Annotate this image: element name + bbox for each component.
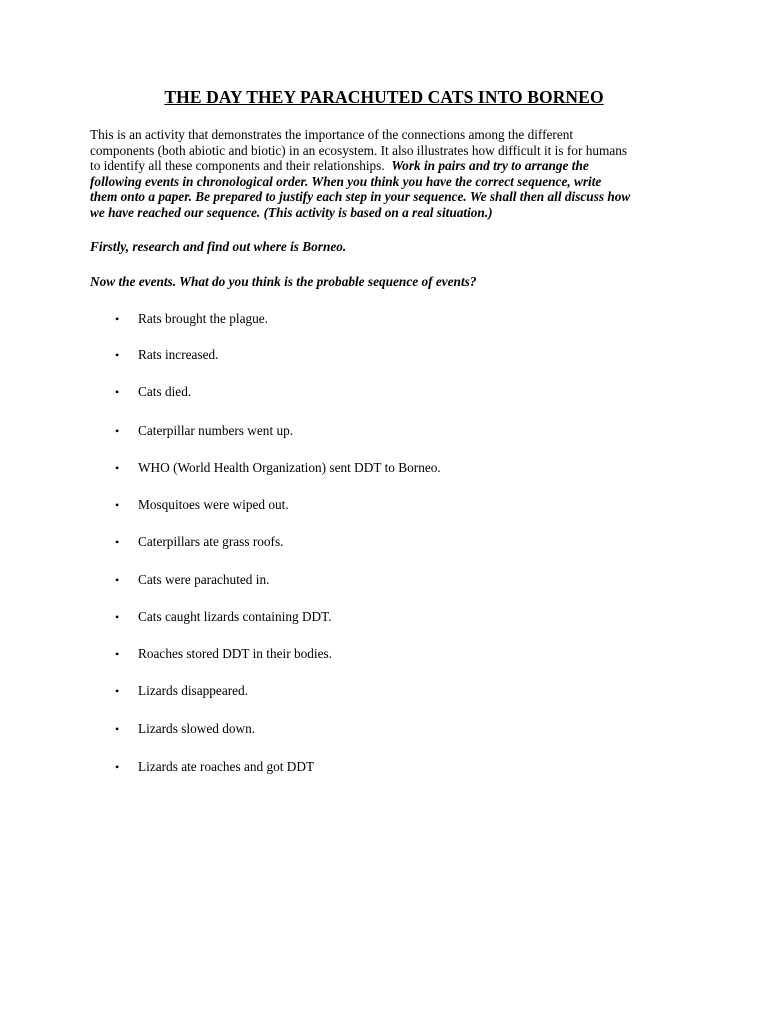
list-item: [115, 758, 314, 776]
instructions-line-5: them onto a paper. Be prepared to justify each step in your sequence. We shall then all discuss how: [90, 189, 631, 205]
instructions-line-6: we have reached our sequence. (This activity is based on a real situation.): [90, 204, 493, 220]
list-item: [115, 459, 441, 477]
intro-line-3-text: to identify all these components and their relationships.: [90, 158, 392, 174]
bullet-icon: •: [115, 498, 120, 512]
instructions-emphasis: Work in pairs and try to arrange the: [391, 158, 589, 174]
list-item: [115, 422, 293, 440]
event-text: Rats brought the plague.: [138, 311, 268, 326]
bullet-icon: •: [115, 312, 120, 326]
instructions-line-4: following events in chronological order. When you think you have the correct sequence, write: [90, 173, 602, 189]
event-text: Caterpillars ate grass roofs.: [138, 534, 284, 549]
bullet-icon: •: [115, 684, 120, 698]
event-text: Cats died.: [138, 384, 192, 399]
list-item: [115, 310, 268, 328]
event-text: Lizards disappeared.: [138, 683, 249, 698]
intro-line-2: components (both abiotic and biotic) in an ecosystem. It also illustrates how difficult it is for humans: [90, 142, 628, 158]
event-text: Mosquitoes were wiped out.: [138, 497, 289, 512]
bullet-icon: •: [115, 573, 120, 587]
list-item: [115, 720, 255, 738]
bullet-icon: •: [115, 348, 120, 362]
event-text: Cats were parachuted in.: [138, 572, 270, 587]
event-text: Caterpillar numbers went up.: [138, 423, 294, 438]
bullet-icon: •: [115, 722, 120, 736]
event-text: Lizards ate roaches and got DDT: [138, 759, 315, 774]
event-text: WHO (World Health Organization) sent DDT to Borneo.: [138, 460, 441, 475]
bullet-icon: •: [115, 760, 120, 774]
event-text: Rats increased.: [138, 347, 219, 362]
intro-line-1: This is an activity that demonstrates the importance of the connections among the different: [90, 127, 574, 142]
bullet-icon: •: [115, 647, 120, 661]
bullet-icon: •: [115, 610, 120, 624]
research-prompt: Firstly, research and find out where is Borneo.: [90, 239, 347, 254]
bullet-icon: •: [115, 424, 120, 438]
event-text: Roaches stored DDT in their bodies.: [138, 646, 332, 661]
list-item: [115, 682, 248, 700]
event-text: Lizards slowed down.: [138, 721, 256, 736]
list-item: [115, 496, 289, 514]
list-item: [115, 645, 332, 663]
list-item: [115, 346, 219, 364]
bullet-icon: •: [115, 385, 120, 399]
list-item: [115, 571, 269, 589]
list-item: [115, 608, 332, 626]
page-title: THE DAY THEY PARACHUTED CATS INTO BORNEO: [164, 87, 604, 107]
bullet-icon: •: [115, 535, 120, 549]
event-text: Cats caught lizards containing DDT.: [138, 609, 332, 624]
list-item: [115, 533, 283, 551]
sequence-prompt: Now the events. What do you think is the probable sequence of events?: [90, 274, 477, 289]
bullet-icon: •: [115, 461, 120, 475]
list-item: [115, 383, 191, 401]
